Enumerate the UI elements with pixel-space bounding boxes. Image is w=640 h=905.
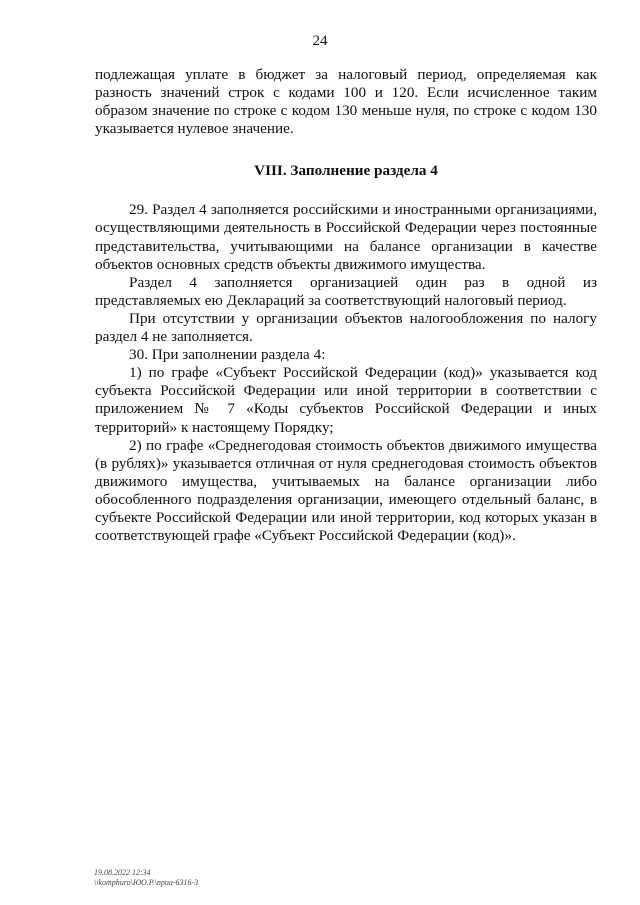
footer-stamp [94,868,198,888]
paragraph-item-1: 1) по графе «Субъект Российской Федерации (код)» указывается код субъекта Российской Федерации или иной территории в соответствии с приложением № 7 «Коды субъектов Российской Федерации и иных территорий» к настоящему Порядку; [95,364,597,436]
document-body [95,66,597,545]
section-heading: VIII. Заполнение раздела 4 [254,162,438,180]
footer-path: \\komphuro\ЮО.P.\npua-6316-3 [94,878,199,887]
paragraph-30: 30. При заполнении раздела 4: [129,346,326,364]
paragraph-section4-once: Раздел 4 заполняется организацией один раз в одной из представляемых ею Деклараций за соответствующий налоговый период. [95,273,597,309]
page-number: 24 [312,33,328,49]
paragraph-item-2: 2) по графе «Среднегодовая стоимость объектов движимого имущества (в рублях)» указывается отличная от нуля среднегодовая стоимость объектов движимого имущества, учитываемых на балансе организации либо обособленного подразделения организации, имеющего отдельный баланс, в субъекте Российской Федерации или иной территории, код которых указан в соответствующей графе «Субъект Российской Федерации (код)». [95,436,597,545]
footer-date: 19.08.2022 12:34 [94,868,151,877]
intro-paragraph: подлежащая уплате в бюджет за налоговый период, определяемая как разность значений строк с кодами 100 и 120. Если исчисленное таким образом значение по строке с кодом 130 меньше нуля, по строке с кодом 130 указывается нулевое значение. [95,66,597,138]
paragraph-no-objects: При отсутствии у организации объектов налогообложения по налогу раздел 4 не заполняется. [95,309,597,346]
paragraph-29: 29. Раздел 4 заполняется российскими и иностранными организациями, осуществляющими деятельность в Российской Федерации через постоянные представительства, учитывающими на балансе организации в качестве объектов основных средств объекты движимого имущества. [95,201,597,273]
